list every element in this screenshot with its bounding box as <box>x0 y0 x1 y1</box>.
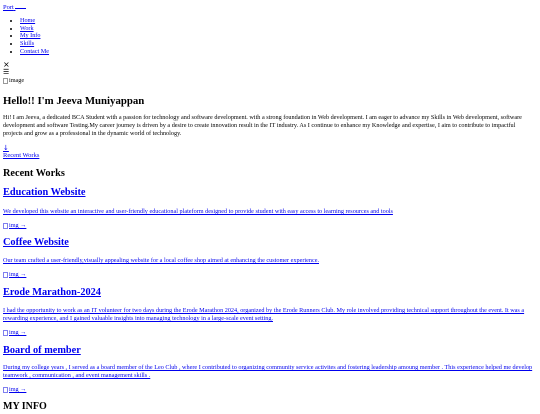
img-link-label: img → <box>9 271 27 278</box>
my-info-section-title: MY INFO <box>3 401 47 412</box>
hero-intro-text: Hi! I am Jeeva, a dedicated BCA Student with a passion for technology and software development. with a strong foundation in Web development. I am eager to advance my Skills in Web development, software development and software Testing.My career journey is driven by a desire to create innovation result in the IT industry. As I continue to enhance my Knowledge and expertise, I aim to contribute to impactful projects and grow as a professional in the dynamic world of technology. <box>3 114 522 138</box>
work-title-board <box>3 345 81 358</box>
img-link-label: img → <box>9 222 27 229</box>
broken-image-icon <box>3 387 8 393</box>
broken-image-icon <box>3 78 8 84</box>
broken-image-icon <box>3 330 8 336</box>
work-desc-link-coffee[interactable]: Our team crafted a user-friendly,visually appealing website for a local coffee shop aimed at enhancing the customer experience. <box>3 257 319 264</box>
hero-image <box>3 77 24 85</box>
work-title-education <box>3 187 86 200</box>
work-img-link-board[interactable] <box>3 386 26 394</box>
broken-image-icon <box>3 272 8 278</box>
broken-image-icon <box>3 223 8 229</box>
recent-works-link[interactable]: Recent Works <box>3 152 40 159</box>
work-desc-link-education[interactable]: We developed this website an interactive and user-friendly educational plateform designed to provide student with easy access to learning resources and tools <box>3 208 393 215</box>
nav-link-work[interactable]: Work <box>20 24 34 32</box>
nav-menu <box>6 17 49 56</box>
img-link-label: img → <box>9 329 27 336</box>
nav-link-my-info[interactable]: My Info <box>20 32 41 40</box>
work-desc-coffee <box>3 257 537 265</box>
work-desc-board <box>3 364 537 380</box>
nav-item-skills <box>20 40 49 48</box>
nav-link-home[interactable]: Home <box>20 17 36 24</box>
nav-item-my-info <box>20 32 49 40</box>
work-desc-marathon <box>3 307 537 323</box>
work-link-coffee[interactable]: Coffee Website <box>3 237 69 248</box>
work-title-coffee <box>3 237 69 250</box>
arrow-down-icon[interactable]: ↓ <box>3 144 9 152</box>
work-link-marathon[interactable]: Erode Marathon-2024 <box>3 287 101 298</box>
work-img-link-marathon[interactable] <box>3 329 26 337</box>
nav-item-home <box>20 17 49 25</box>
brand-underline <box>15 2 26 9</box>
close-icon[interactable]: × <box>3 60 10 69</box>
nav-link-skills[interactable]: Skills <box>20 40 35 48</box>
work-desc-link-marathon[interactable]: I had the opportunity to work as an IT volunteer for two days during the Erode Marathon 2024, organized by the Erode Runners Club. My role involved providing technical support throughout the event. It was a rewarding experience, and I gained valuable insights into managing technology in a large-scale event setting. <box>3 307 525 323</box>
work-link-board[interactable]: Board of member <box>3 345 81 356</box>
work-title-marathon <box>3 287 101 300</box>
nav-item-contact <box>20 48 49 56</box>
work-desc-link-board[interactable]: During my college years , I served as a board member of the Leo Club , where I contributed to organizing community service activites and fostering leadership amoung member . This experience helped me develop teamwork , communication , and event management skills . <box>3 364 533 380</box>
hero-image-alt: image <box>9 77 25 84</box>
nav-link-contact[interactable]: Contact Me <box>20 47 50 55</box>
brand-link[interactable]: Port <box>3 2 26 12</box>
work-desc-education <box>3 208 537 216</box>
img-link-label: img → <box>9 386 27 393</box>
work-img-link-education[interactable] <box>3 222 26 230</box>
recent-works-title: Recent Works <box>3 168 65 179</box>
work-link-education[interactable]: Education Website <box>3 187 86 198</box>
hero-title: Hello!! I'm Jeeva Muniyappan <box>3 95 145 107</box>
menu-icon[interactable]: ☰ <box>3 68 10 76</box>
nav-item-work <box>20 25 49 33</box>
work-img-link-coffee[interactable] <box>3 271 26 279</box>
